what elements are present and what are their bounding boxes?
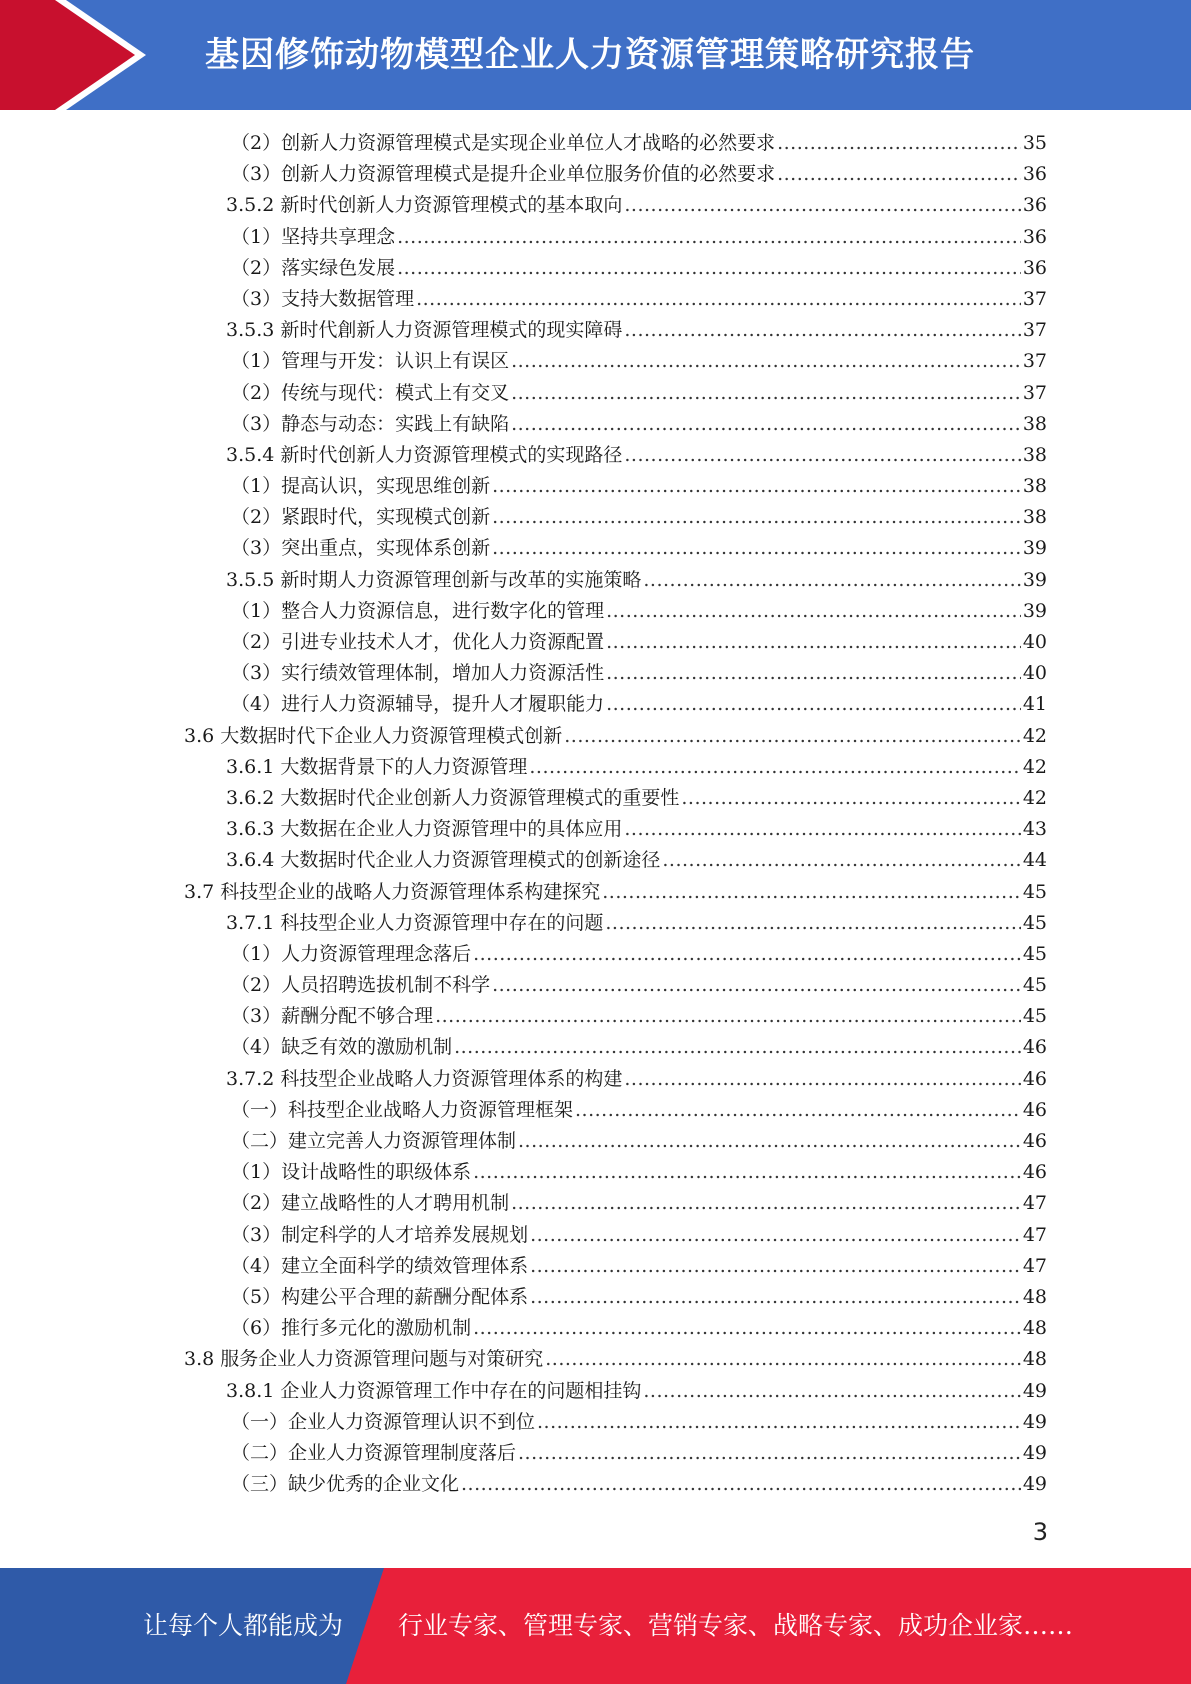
footer-slogan-right: 行业专家、管理专家、营销专家、战略专家、成功企业家…… bbox=[398, 1611, 1074, 1640]
toc-dot-leader bbox=[545, 1344, 1021, 1375]
toc-dot-leader bbox=[518, 1438, 1021, 1469]
toc-dot-leader bbox=[605, 908, 1020, 939]
toc-entry[interactable] bbox=[0, 1001, 1191, 1032]
toc-entry[interactable] bbox=[0, 565, 1191, 596]
toc-entry-label: （5）构建公平合理的薪酬分配体系 bbox=[231, 1285, 529, 1308]
toc-entry-page: 45 bbox=[1022, 880, 1047, 903]
toc-entry-label: （二）企业人力资源管理制度落后 bbox=[231, 1441, 517, 1464]
toc-dot-leader bbox=[624, 440, 1020, 471]
toc-entry-label: 3.5.2 新时代创新人力资源管理模式的基本取向 bbox=[226, 194, 623, 217]
toc-entry-label: （1）整合人力资源信息，进行数字化的管理 bbox=[231, 599, 605, 622]
toc-entry[interactable] bbox=[0, 471, 1191, 502]
toc-entry-label: 3.5.4 新时代创新人力资源管理模式的实现路径 bbox=[226, 443, 623, 466]
toc-entry[interactable] bbox=[0, 1438, 1191, 1469]
toc-entry-page: 49 bbox=[1022, 1379, 1047, 1402]
toc-entry-label: （一）科技型企业战略人力资源管理框架 bbox=[231, 1098, 574, 1121]
toc-dot-leader bbox=[624, 814, 1020, 845]
toc-dot-leader bbox=[564, 721, 1021, 752]
toc-entry-label: 3.8 服务企业人力资源管理问题与对策研究 bbox=[184, 1348, 544, 1371]
toc-dot-leader bbox=[530, 1251, 1021, 1282]
toc-entry-label: 3.7.1 科技型企业人力资源管理中存在的问题 bbox=[226, 911, 604, 934]
toc-entry-label: （一）企业人力资源管理认识不到位 bbox=[231, 1410, 536, 1433]
toc-entry-page: 39 bbox=[1022, 568, 1047, 591]
toc-entry[interactable] bbox=[0, 1469, 1191, 1500]
toc-dot-leader bbox=[397, 253, 1021, 284]
toc-dot-leader bbox=[606, 596, 1021, 627]
toc-entry-page: 46 bbox=[1022, 1161, 1047, 1184]
toc-entry[interactable] bbox=[0, 253, 1191, 284]
toc-entry-page: 43 bbox=[1022, 818, 1047, 841]
toc-entry-label: 3.5.5 新时期人力资源管理创新与改革的实施策略 bbox=[226, 568, 642, 591]
toc-entry[interactable] bbox=[0, 939, 1191, 970]
toc-entry[interactable] bbox=[0, 284, 1191, 315]
toc-entry[interactable] bbox=[0, 1064, 1191, 1095]
toc-entry-page: 38 bbox=[1022, 475, 1047, 498]
toc-entry[interactable] bbox=[0, 721, 1191, 752]
toc-entry-page: 40 bbox=[1022, 662, 1047, 685]
toc-entry-page: 36 bbox=[1022, 256, 1047, 279]
toc-entry-label: （1）坚持共享理念 bbox=[231, 225, 396, 248]
toc-entry-label: （4）建立全面科学的绩效管理体系 bbox=[231, 1254, 529, 1277]
toc-entry[interactable] bbox=[0, 596, 1191, 627]
toc-dot-leader bbox=[461, 1469, 1021, 1500]
toc-entry-label: 3.7.2 科技型企业战略人力资源管理体系的构建 bbox=[226, 1067, 623, 1090]
toc-entry[interactable] bbox=[0, 378, 1191, 409]
toc-entry-label: （3）静态与动态：实践上有缺陷 bbox=[231, 412, 510, 435]
toc-entry[interactable] bbox=[0, 877, 1191, 908]
toc-entry[interactable] bbox=[0, 658, 1191, 689]
toc-entry-page: 45 bbox=[1022, 911, 1047, 934]
toc-dot-leader bbox=[643, 565, 1020, 596]
toc-entry-label: （3）创新人力资源管理模式是提升企业单位服务价值的必然要求 bbox=[231, 163, 776, 186]
toc-entry-label: 3.6.3 大数据在企业人力资源管理中的具体应用 bbox=[226, 818, 623, 841]
toc-entry-label: （3）薪酬分配不够合理 bbox=[231, 1005, 434, 1028]
toc-dot-leader bbox=[575, 1095, 1021, 1126]
toc-entry-label: （2）落实绿色发展 bbox=[231, 256, 396, 279]
toc-entry-label: （1）管理与开发：认识上有误区 bbox=[231, 350, 510, 373]
toc-entry[interactable] bbox=[0, 533, 1191, 564]
toc-entry-label: （二）建立完善人力资源管理体制 bbox=[231, 1130, 517, 1152]
toc-entry-page: 46 bbox=[1022, 1130, 1047, 1152]
toc-dot-leader bbox=[511, 409, 1021, 440]
toc-entry-page: 41 bbox=[1022, 693, 1047, 716]
toc-entry[interactable] bbox=[0, 1282, 1191, 1313]
toc-dot-leader bbox=[602, 877, 1021, 908]
toc-entry-page: 49 bbox=[1022, 1441, 1047, 1464]
toc-entry-page: 37 bbox=[1022, 350, 1047, 373]
toc-dot-leader bbox=[473, 1157, 1021, 1188]
toc-entry-page: 47 bbox=[1022, 1223, 1047, 1246]
toc-entry-label: （三）缺少优秀的企业文化 bbox=[231, 1473, 460, 1496]
toc-entry[interactable] bbox=[0, 627, 1191, 658]
toc-entry-label: （2）引进专业技术人才，优化人力资源配置 bbox=[231, 631, 605, 653]
toc-entry[interactable] bbox=[0, 1188, 1191, 1219]
toc-entry[interactable] bbox=[0, 752, 1191, 783]
toc-entry-label: 3.8.1 企业人力资源管理工作中存在的问题相挂钩 bbox=[226, 1379, 642, 1402]
toc-dot-leader bbox=[511, 346, 1021, 377]
toc-entry-label: （2）人员招聘选拔机制不科学 bbox=[231, 974, 491, 997]
toc-entry[interactable] bbox=[0, 1126, 1191, 1157]
toc-entry-page: 45 bbox=[1022, 1005, 1047, 1028]
document-title: 基因修饰动物模型企业人力资源管理策略研究报告 bbox=[205, 35, 975, 75]
toc-entry[interactable] bbox=[0, 409, 1191, 440]
toc-entry-page: 42 bbox=[1022, 755, 1047, 778]
toc-entry-label: （1）人力资源管理理念落后 bbox=[231, 942, 472, 965]
toc-entry-page: 39 bbox=[1022, 599, 1047, 622]
toc-entry-page: 46 bbox=[1022, 1036, 1047, 1059]
toc-dot-leader bbox=[606, 627, 1021, 658]
toc-dot-leader bbox=[537, 1407, 1021, 1438]
toc-entry[interactable] bbox=[0, 315, 1191, 346]
toc-dot-leader bbox=[606, 689, 1021, 720]
toc-entry[interactable] bbox=[0, 1157, 1191, 1188]
toc-entry[interactable] bbox=[0, 190, 1191, 221]
toc-entry-label: （4）缺乏有效的激励机制 bbox=[231, 1036, 453, 1059]
toc-entry-page: 49 bbox=[1022, 1473, 1047, 1496]
toc-entry[interactable] bbox=[0, 1032, 1191, 1063]
page-number: 3 bbox=[1032, 1518, 1048, 1546]
toc-entry-page: 40 bbox=[1022, 631, 1047, 653]
toc-entry[interactable] bbox=[0, 222, 1191, 253]
toc-entry[interactable] bbox=[0, 1220, 1191, 1251]
toc-dot-leader bbox=[529, 752, 1020, 783]
toc-entry-page: 48 bbox=[1022, 1348, 1047, 1371]
toc-entry-page: 37 bbox=[1022, 381, 1047, 404]
toc-dot-leader bbox=[492, 471, 1021, 502]
toc-dot-leader bbox=[518, 1126, 1021, 1157]
toc-entry[interactable] bbox=[0, 1376, 1191, 1407]
page-footer bbox=[0, 1568, 1191, 1684]
toc-entry-label: （3）制定科学的人才培养发展规划 bbox=[231, 1223, 529, 1246]
toc-entry-page: 48 bbox=[1022, 1317, 1047, 1340]
toc-dot-leader bbox=[435, 1001, 1021, 1032]
toc-entry-label: （1）提高认识，实现思维创新 bbox=[231, 475, 491, 498]
toc-dot-leader bbox=[473, 1313, 1021, 1344]
toc-entry[interactable] bbox=[0, 689, 1191, 720]
toc-entry-label: （3）实行绩效管理体制，增加人力资源活性 bbox=[231, 662, 605, 685]
toc-entry-page: 37 bbox=[1022, 319, 1047, 342]
toc-entry[interactable] bbox=[0, 1095, 1191, 1126]
toc-dot-leader bbox=[492, 970, 1021, 1001]
toc-entry-page: 49 bbox=[1022, 1410, 1047, 1433]
toc-entry-page: 37 bbox=[1022, 287, 1047, 310]
toc-dot-leader bbox=[473, 939, 1021, 970]
toc-entry-page: 38 bbox=[1022, 443, 1047, 466]
toc-entry-page: 42 bbox=[1022, 724, 1047, 747]
toc-entry-label: 3.6.2 大数据时代企业创新人力资源管理模式的重要性 bbox=[226, 786, 680, 809]
table-of-contents bbox=[0, 128, 1191, 1500]
toc-entry-label: （2）建立战略性的人才聘用机制 bbox=[231, 1192, 510, 1215]
toc-dot-leader bbox=[397, 222, 1021, 253]
toc-dot-leader bbox=[511, 378, 1021, 409]
toc-entry[interactable] bbox=[0, 502, 1191, 533]
toc-entry[interactable] bbox=[0, 783, 1191, 814]
toc-dot-leader bbox=[530, 1282, 1021, 1313]
toc-entry-label: （2）创新人力资源管理模式是实现企业单位人才战略的必然要求 bbox=[231, 132, 776, 154]
toc-dot-leader bbox=[662, 845, 1020, 876]
toc-dot-leader bbox=[624, 1064, 1020, 1095]
toc-entry[interactable] bbox=[0, 128, 1191, 159]
toc-entry[interactable] bbox=[0, 908, 1191, 939]
toc-entry-page: 47 bbox=[1022, 1254, 1047, 1277]
toc-entry-page: 45 bbox=[1022, 942, 1047, 965]
toc-entry-label: （6）推行多元化的激励机制 bbox=[231, 1317, 472, 1340]
toc-entry-page: 36 bbox=[1022, 163, 1047, 186]
toc-entry-label: （4）进行人力资源辅导，提升人才履职能力 bbox=[231, 693, 605, 716]
toc-entry-label: 3.6 大数据时代下企业人力资源管理模式创新 bbox=[184, 724, 563, 747]
toc-entry-label: 3.5.3 新时代創新人力资源管理模式的现实障碍 bbox=[226, 319, 623, 342]
toc-entry[interactable] bbox=[0, 1344, 1191, 1375]
toc-dot-leader bbox=[777, 159, 1021, 190]
toc-entry-label: 3.6.1 大数据背景下的人力资源管理 bbox=[226, 755, 528, 778]
toc-entry[interactable] bbox=[0, 1313, 1191, 1344]
toc-dot-leader bbox=[643, 1376, 1020, 1407]
toc-entry[interactable] bbox=[0, 159, 1191, 190]
toc-entry[interactable] bbox=[0, 970, 1191, 1001]
toc-dot-leader bbox=[777, 128, 1021, 159]
toc-dot-leader bbox=[416, 284, 1021, 315]
toc-entry-page: 46 bbox=[1022, 1067, 1047, 1090]
toc-dot-leader bbox=[492, 502, 1021, 533]
toc-dot-leader bbox=[530, 1220, 1021, 1251]
toc-entry-page: 35 bbox=[1022, 132, 1047, 154]
toc-dot-leader bbox=[624, 190, 1020, 221]
toc-entry-page: 36 bbox=[1022, 225, 1047, 248]
toc-dot-leader bbox=[681, 783, 1020, 814]
toc-entry-page: 38 bbox=[1022, 412, 1047, 435]
toc-entry-page: 45 bbox=[1022, 974, 1047, 997]
toc-dot-leader bbox=[454, 1032, 1021, 1063]
toc-dot-leader bbox=[606, 658, 1021, 689]
toc-entry-page: 36 bbox=[1022, 194, 1047, 217]
toc-entry-label: （2）紧跟时代，实现模式创新 bbox=[231, 506, 491, 529]
toc-entry-page: 48 bbox=[1022, 1285, 1047, 1308]
toc-dot-leader bbox=[624, 315, 1020, 346]
toc-entry[interactable] bbox=[0, 440, 1191, 471]
toc-entry-page: 38 bbox=[1022, 506, 1047, 529]
toc-entry-label: （2）传统与现代：模式上有交叉 bbox=[231, 381, 510, 404]
toc-entry[interactable] bbox=[0, 346, 1191, 377]
toc-entry[interactable] bbox=[0, 845, 1191, 876]
toc-entry-label: （1）设计战略性的职级体系 bbox=[231, 1161, 472, 1184]
toc-entry-page: 42 bbox=[1022, 786, 1047, 809]
footer-slogan-left: 让每个人都能成为 bbox=[143, 1611, 344, 1640]
toc-entry-page: 44 bbox=[1022, 849, 1047, 872]
toc-entry[interactable] bbox=[0, 1251, 1191, 1282]
toc-entry-label: （3）支持大数据管理 bbox=[231, 287, 415, 310]
toc-entry-label: 3.7 科技型企业的战略人力资源管理体系构建探究 bbox=[184, 880, 601, 903]
toc-dot-leader bbox=[511, 1188, 1021, 1219]
toc-entry[interactable] bbox=[0, 1407, 1191, 1438]
toc-dot-leader bbox=[492, 533, 1021, 564]
page-header bbox=[0, 0, 1191, 110]
toc-entry-page: 39 bbox=[1022, 537, 1047, 560]
toc-entry-label: （3）突出重点，实现体系创新 bbox=[231, 537, 491, 560]
toc-entry-page: 46 bbox=[1022, 1098, 1047, 1121]
toc-entry[interactable] bbox=[0, 814, 1191, 845]
toc-entry-page: 47 bbox=[1022, 1192, 1047, 1215]
toc-entry-label: 3.6.4 大数据时代企业人力资源管理模式的创新途径 bbox=[226, 849, 661, 872]
